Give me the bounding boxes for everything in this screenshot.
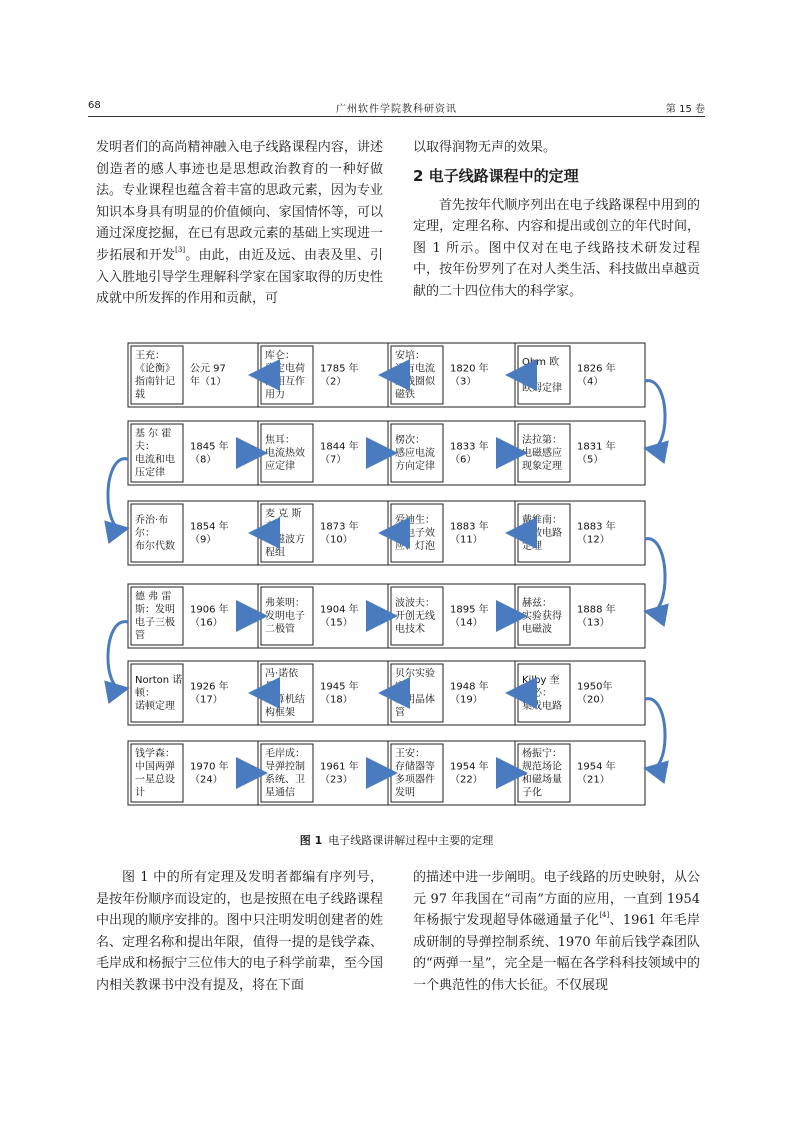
flow-curve-arrow [645, 381, 665, 449]
node-year: （16） [190, 617, 223, 629]
node-year: （20） [577, 694, 610, 706]
node-text: 程组 [265, 547, 285, 559]
node-text: 戴维南： [522, 515, 562, 526]
node-year: 1904 年 [320, 604, 359, 616]
node-text: 指南针记 [135, 376, 175, 388]
citation-ref: [4] [599, 911, 610, 920]
node-text: 感应电流 [395, 448, 435, 459]
node-text: 电流热效 [265, 448, 305, 459]
node-text: 尔： [135, 528, 155, 539]
node-text: 载 [135, 389, 145, 401]
node-text: 和磁场量 [522, 774, 562, 786]
citation-ref: [3] [175, 245, 186, 254]
node-text: 基 尔 霍 [135, 428, 172, 440]
node-text: 电磁感应 [522, 448, 562, 459]
node-text: 存储器等 [395, 761, 435, 773]
node-text: 法拉第： [522, 435, 562, 446]
node-text: 贝尔实验 [395, 668, 435, 680]
node-text: 管 [395, 707, 405, 719]
node-text: 电技术 [395, 624, 425, 635]
node-text: 弗莱明： [265, 598, 305, 609]
figure-caption-text: 电子线路课讲解过程中主要的定理 [328, 834, 494, 847]
node-text: 确定电荷 [265, 363, 305, 375]
node-year: 1948 年 [450, 681, 489, 693]
node-text: 发明 [395, 787, 415, 799]
node-year: 1844 年 [320, 441, 359, 453]
node-text: 计算机结 [265, 694, 305, 706]
node-year: （4） [577, 376, 604, 388]
node-text: 多项器件 [395, 774, 435, 786]
body-paragraph: 首先按年代顺序列出在电子线路课程中用到的定理，定理名称、内容和提出或创立的年代时间，图 1 所示。图中仅对在电子线路技术研发过程中，按年份罗列了在对人类生活、科技做出卓越贡献的二十四位伟大的科学家。 [413, 197, 700, 299]
flow-curve-arrow [108, 459, 128, 529]
node-year: （15） [320, 617, 353, 629]
flow-curve-arrow [108, 622, 128, 689]
node-year: 1945 年 [320, 681, 359, 693]
node-text: 电磁波方 [265, 534, 305, 546]
node-text: 星通信 [265, 787, 295, 799]
node-text: 中国两弹 [135, 761, 175, 773]
node-year: 1895 年 [450, 604, 489, 616]
node-year: 1845 年 [190, 441, 229, 453]
node-year: 1970 年 [190, 761, 229, 773]
node-year: （13） [577, 617, 610, 629]
node-year: （7） [320, 454, 347, 466]
node-text: 现象定理 [522, 461, 562, 472]
body-paragraph: 图 1 中的所有定理及发明者都编有序列号，是按年份顺序而设定的，也是按照在电子线路课程中出现的顺序安排的。图中只注明发明创建者的姓名、定理名称和提出年限，值得一提的是钱学森、毛岸成和杨振宁三位伟大的电子科学前辈，至今国内相关教课书中没有提及，将在下面 [96, 870, 383, 993]
node-text: Norton 诺 [135, 675, 183, 686]
node-year: 1926 年 [190, 681, 229, 693]
flow-curve-arrow [645, 539, 665, 612]
node-text: 王充： [135, 350, 165, 362]
node-text: 爱迪生： [395, 515, 435, 526]
node-text: 安培： [395, 350, 425, 362]
node-year: 1906 年 [190, 604, 229, 616]
node-text: 定理 [522, 541, 542, 552]
node-text: 二极管 [265, 624, 295, 635]
node-year: （17） [190, 694, 223, 706]
node-text: 电磁波 [522, 624, 552, 635]
node-text: 计 [135, 787, 145, 799]
node-year: （9） [190, 534, 217, 546]
node-year: 公元 97 [190, 363, 226, 375]
node-text: Kilby 奎 [522, 675, 560, 686]
node-year: （22） [450, 774, 483, 786]
node-text: 德 弗 雷 [135, 591, 172, 603]
node-text: 用力 [265, 389, 285, 401]
node-year: （5） [577, 454, 604, 466]
node-text: 电子三极 [135, 617, 175, 629]
body-paragraph: 发明者们的高尚精神融入电子线路课程内容，讲述创造者的感人事迹也是思想政治教育的一种好做法。专业课程也蕴含着丰富的思政元素，因为专业知识本身具有明显的价值倾向、家国情怀等，可以通过深度挖掘，在已有思政元素的基础上实现进一步拓展和开发[3]。由此，由近及远、由表及里、引入入胜地引导学生理解科学家在国家取得的历史性成就中所发挥的作用和贡献，可 [96, 140, 383, 307]
journal-title: 广州软件学院教科研资讯 [336, 104, 457, 115]
node-year: 1820 年 [450, 363, 489, 375]
node-text: 管 [135, 630, 145, 642]
node-year: 年（1） [190, 376, 227, 388]
node-year: 1961 年 [320, 761, 359, 773]
node-year: （19） [450, 694, 483, 706]
node-text: 冯·诺依 [265, 668, 299, 680]
node-text: 乔治·布 [135, 515, 169, 526]
node-year: （3） [450, 376, 477, 388]
node-year: 1826 年 [577, 363, 616, 375]
node-text: 夫： [135, 441, 155, 453]
node-text: 规范场论 [522, 761, 562, 773]
node-year: 1831 年 [577, 441, 616, 453]
node-text: 库仑： [265, 350, 295, 362]
node-year: （18） [320, 694, 353, 706]
node-text: 韦： [265, 521, 285, 533]
node-text: 布尔代数 [135, 541, 175, 552]
node-text: 《论衡》 [135, 363, 175, 375]
node-text: 应定律 [265, 461, 295, 472]
node-text: 电流和电 [135, 454, 175, 466]
node-text: 诺顿定理 [135, 701, 175, 712]
node-year: 1785 年 [320, 363, 359, 375]
node-year: （23） [320, 774, 353, 786]
node-text: 焦耳： [265, 435, 295, 446]
node-year: 1954 年 [450, 761, 489, 773]
node-text: 应、灯泡 [395, 541, 435, 552]
node-text: 曼： [265, 681, 285, 693]
node-text: 室： [395, 681, 415, 693]
section-heading: 2 电子线路课程中的定理 [413, 166, 579, 185]
bottom-right-column [413, 867, 700, 997]
node-year: （24） [190, 774, 223, 786]
node-text: 发明电子 [265, 611, 305, 622]
node-text: 斯：发明 [135, 604, 175, 616]
node-year: 1950年 [577, 681, 613, 693]
page-number: 68 [88, 100, 101, 111]
node-year: （11） [450, 534, 483, 546]
node-text: 楞次： [395, 435, 425, 446]
node-year: （6） [450, 454, 477, 466]
node-text: 一星总设 [135, 774, 175, 786]
node-text: 子化 [522, 787, 542, 799]
node-year: 1888 年 [577, 604, 616, 616]
node-text: 欧姆定律 [522, 383, 562, 394]
node-text: 顿： [135, 688, 155, 699]
node-text: 王安： [395, 748, 425, 760]
flow-curve-arrow [645, 699, 665, 769]
body-paragraph: 的描述中进一步阐明。电子线路的历史映射，从公元 97 年我国在“司南”方面的应用，一直到 1954 年杨振宁发现超导体磁通量子化[4]、1961 年毛岸成研制的导弹控制系统、1970 年前后钱学森团队的“两弹一星”，完全是一幅在各学科科技领域中的一个典范性的伟大长征。不仅展现 [413, 870, 700, 993]
volume-label: 第 15 卷 [665, 104, 705, 115]
body-line: 以取得润物无声的效果。 [413, 140, 557, 155]
node-text: 赫兹： [522, 598, 552, 609]
node-text: 通有电流 [395, 363, 435, 375]
bottom-left-column [96, 867, 383, 997]
node-year: 1854 年 [190, 521, 229, 533]
node-text: 等效电路 [522, 528, 562, 539]
node-text: 麦 克 斯 [265, 508, 302, 520]
node-year: （2） [320, 376, 347, 388]
node-text: 姆： [522, 370, 542, 381]
node-text: 导弹控制 [265, 761, 305, 773]
node-year: 1883 年 [450, 521, 489, 533]
node-year: （21） [577, 774, 610, 786]
node-year: 1883 年 [577, 521, 616, 533]
node-text: 开创无线 [395, 611, 435, 622]
node-year: （10） [320, 534, 353, 546]
node-text: 间相互作 [265, 376, 305, 388]
node-text: 发明晶体 [395, 694, 435, 706]
node-text: Ohm 欧 [522, 357, 560, 368]
node-text: 杨振宁： [522, 748, 562, 760]
node-year: （12） [577, 534, 610, 546]
node-text: 压定律 [135, 467, 165, 479]
node-text: 尔必： [522, 688, 552, 699]
node-year: （8） [190, 454, 217, 466]
node-text: 波波夫： [395, 598, 435, 609]
node-text: 的线圈似 [395, 376, 435, 388]
node-text: 热电子效 [395, 528, 435, 539]
node-year: 1833 年 [450, 441, 489, 453]
node-year: 1954 年 [577, 761, 616, 773]
node-text: 构框架 [265, 707, 295, 719]
node-text: 毛岸成： [265, 748, 305, 760]
node-text: 系统、卫 [265, 774, 305, 786]
figure-caption [0, 832, 793, 848]
figure-label: 图 1 [299, 834, 323, 847]
node-year: （14） [450, 617, 483, 629]
node-text: 钱学森： [135, 748, 175, 760]
node-text: 磁铁 [395, 389, 415, 401]
node-text: 集成电路 [522, 701, 562, 712]
node-text: 实验获得 [522, 611, 562, 622]
node-text: 方向定律 [395, 461, 435, 472]
node-year: 1873 年 [320, 521, 359, 533]
